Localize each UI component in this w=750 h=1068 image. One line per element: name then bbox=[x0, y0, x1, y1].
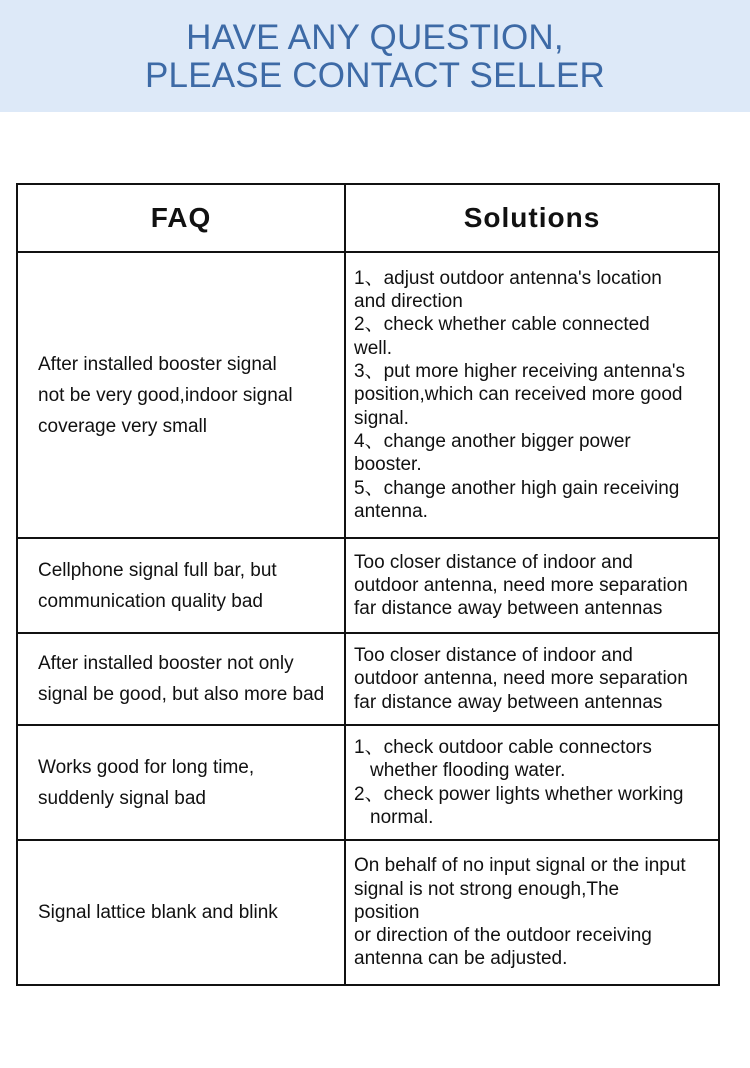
solution-line: far distance away between antennas bbox=[354, 598, 663, 620]
question-line: After installed booster signal bbox=[38, 353, 277, 375]
solution-line: outdoor antenna, need more separation bbox=[354, 574, 688, 596]
table-row bbox=[17, 252, 719, 538]
faq-solution bbox=[345, 538, 719, 633]
solution-line: Too closer distance of indoor and bbox=[354, 645, 633, 667]
solution-line: position bbox=[354, 901, 420, 923]
faq-question bbox=[17, 538, 345, 633]
table-row bbox=[17, 840, 719, 985]
question-line: Cellphone signal full bar, but bbox=[38, 559, 277, 581]
solution-line: signal. bbox=[354, 407, 409, 429]
faq-table bbox=[16, 183, 720, 986]
solution-line: outdoor antenna, need more separation bbox=[354, 668, 688, 690]
solution-line: normal. bbox=[370, 806, 434, 828]
solution-line: antenna. bbox=[354, 500, 428, 522]
question-line: suddenly signal bad bbox=[38, 787, 206, 809]
faq-solution bbox=[345, 725, 719, 840]
faq-solution bbox=[345, 840, 719, 985]
solution-line: 5、change another high gain receiving bbox=[354, 477, 680, 499]
solution-line: whether flooding water. bbox=[370, 760, 566, 782]
table-row bbox=[17, 538, 719, 633]
solution-line: 2、check whether cable connected bbox=[354, 314, 650, 336]
solution-line: 1、adjust outdoor antenna's location bbox=[354, 267, 662, 289]
solution-line: booster. bbox=[354, 454, 422, 476]
table-row bbox=[17, 633, 719, 725]
question-line: signal be good, but also more bad bbox=[38, 684, 325, 705]
faq-solution bbox=[345, 633, 719, 725]
solution-line: 2、check power lights whether working bbox=[354, 783, 684, 805]
contact-banner bbox=[0, 0, 750, 112]
solution-line: position,which can received more good bbox=[354, 384, 683, 406]
faq-solution bbox=[345, 252, 719, 538]
solution-line: signal is not strong enough,The bbox=[354, 878, 620, 900]
faq-question bbox=[17, 840, 345, 985]
solution-line: or direction of the outdoor receiving bbox=[354, 925, 652, 947]
banner-line-1: HAVE ANY QUESTION, bbox=[186, 18, 564, 57]
solution-line: well. bbox=[354, 337, 393, 359]
table-header-row bbox=[17, 184, 719, 252]
solution-line: Too closer distance of indoor and bbox=[354, 551, 633, 573]
question-line: Works good for long time, bbox=[38, 756, 255, 778]
solution-line: On behalf of no input signal or the input bbox=[354, 855, 686, 877]
question-line: Signal lattice blank and blink bbox=[38, 902, 278, 923]
faq-question bbox=[17, 725, 345, 840]
question-line: coverage very small bbox=[38, 415, 207, 437]
solution-line: 3、put more higher receiving antenna's bbox=[354, 361, 686, 383]
faq-column-header: FAQ bbox=[17, 184, 345, 252]
question-line: After installed booster not only bbox=[38, 653, 294, 674]
solutions-column-header: Solutions bbox=[345, 184, 719, 252]
solution-line: far distance away between antennas bbox=[354, 691, 663, 713]
solution-line: antenna can be adjusted. bbox=[354, 948, 568, 970]
question-line: not be very good,indoor signal bbox=[38, 384, 293, 406]
faq-question bbox=[17, 252, 345, 538]
solution-line: and direction bbox=[354, 291, 463, 313]
question-line: communication quality bad bbox=[38, 590, 263, 612]
solution-line: 1、check outdoor cable connectors bbox=[354, 736, 652, 758]
faq-question bbox=[17, 633, 345, 725]
solution-line: 4、change another bigger power bbox=[354, 430, 631, 452]
banner-line-2: PLEASE CONTACT SELLER bbox=[144, 56, 605, 95]
table-row bbox=[17, 725, 719, 840]
